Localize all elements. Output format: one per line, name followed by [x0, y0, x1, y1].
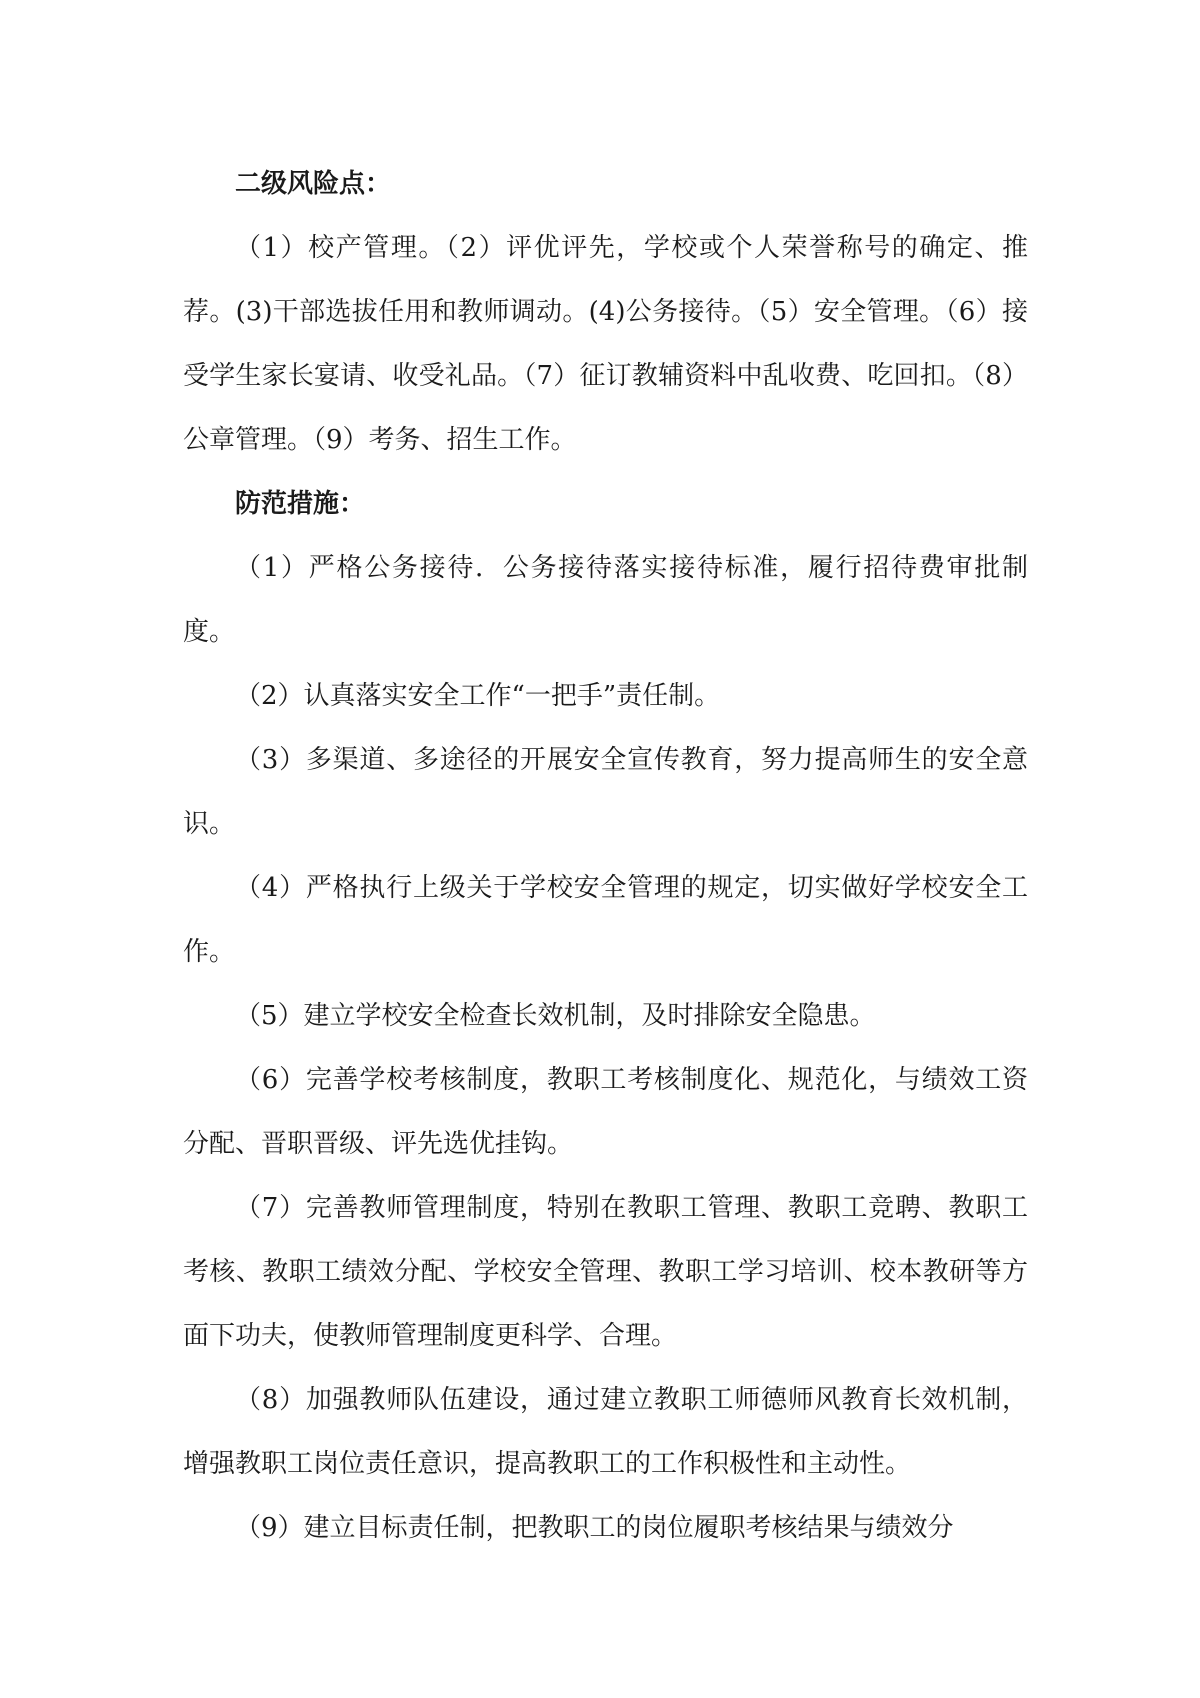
- measure-paragraph-1: （1）严格公务接待．公务接待落实接待标准，履行招待费审批制度。: [183, 553, 1028, 647]
- section-heading-measures: 防范措施：: [235, 489, 366, 519]
- document-body: [183, 152, 1028, 1560]
- measure-paragraph-8: （8）加强教师队伍建设，通过建立教职工师德师风教育长效机制，增强教职工岗位责任意识，提高教职工的工作积极性和主动性。: [183, 1385, 1028, 1479]
- measure-paragraph-5: （5）建立学校安全检查长效机制，及时排除安全隐患。: [235, 1001, 876, 1031]
- measure-paragraph-7: （7）完善教师管理制度，特别在教职工管理、教职工竞聘、教职工考核、教职工绩效分配、学校安全管理、教职工学习培训、校本教研等方面下功夫，使教师管理制度更科学、合理。: [183, 1193, 1028, 1351]
- measure-paragraph-6: （6）完善学校考核制度，教职工考核制度化、规范化，与绩效工资分配、晋职晋级、评先选优挂钩。: [183, 1065, 1028, 1159]
- measure-paragraph-4: （4）严格执行上级关于学校安全管理的规定，切实做好学校安全工作。: [183, 873, 1028, 967]
- measure-paragraph-9: （9）建立目标责任制，把教职工的岗位履职考核结果与绩效分: [235, 1513, 954, 1543]
- section-heading-risk-points: 二级风险点：: [235, 169, 392, 199]
- measure-paragraph-2: （2）认真落实安全工作“一把手”责任制。: [235, 681, 721, 711]
- measure-paragraph-3: （3）多渠道、多途径的开展安全宣传教育，努力提高师生的安全意识。: [183, 745, 1028, 839]
- risk-points-paragraph: （1）校产管理。（2）评优评先，学校或个人荣誉称号的确定、推荐。(3)干部选拔任用和教师调动。(4)公务接待。（5）安全管理。（6）接受学生家长宴请、收受礼品。（7）征订教辅资料中乱收费、吃回扣。（8）公章管理。（9）考务、招生工作。: [183, 233, 1028, 455]
